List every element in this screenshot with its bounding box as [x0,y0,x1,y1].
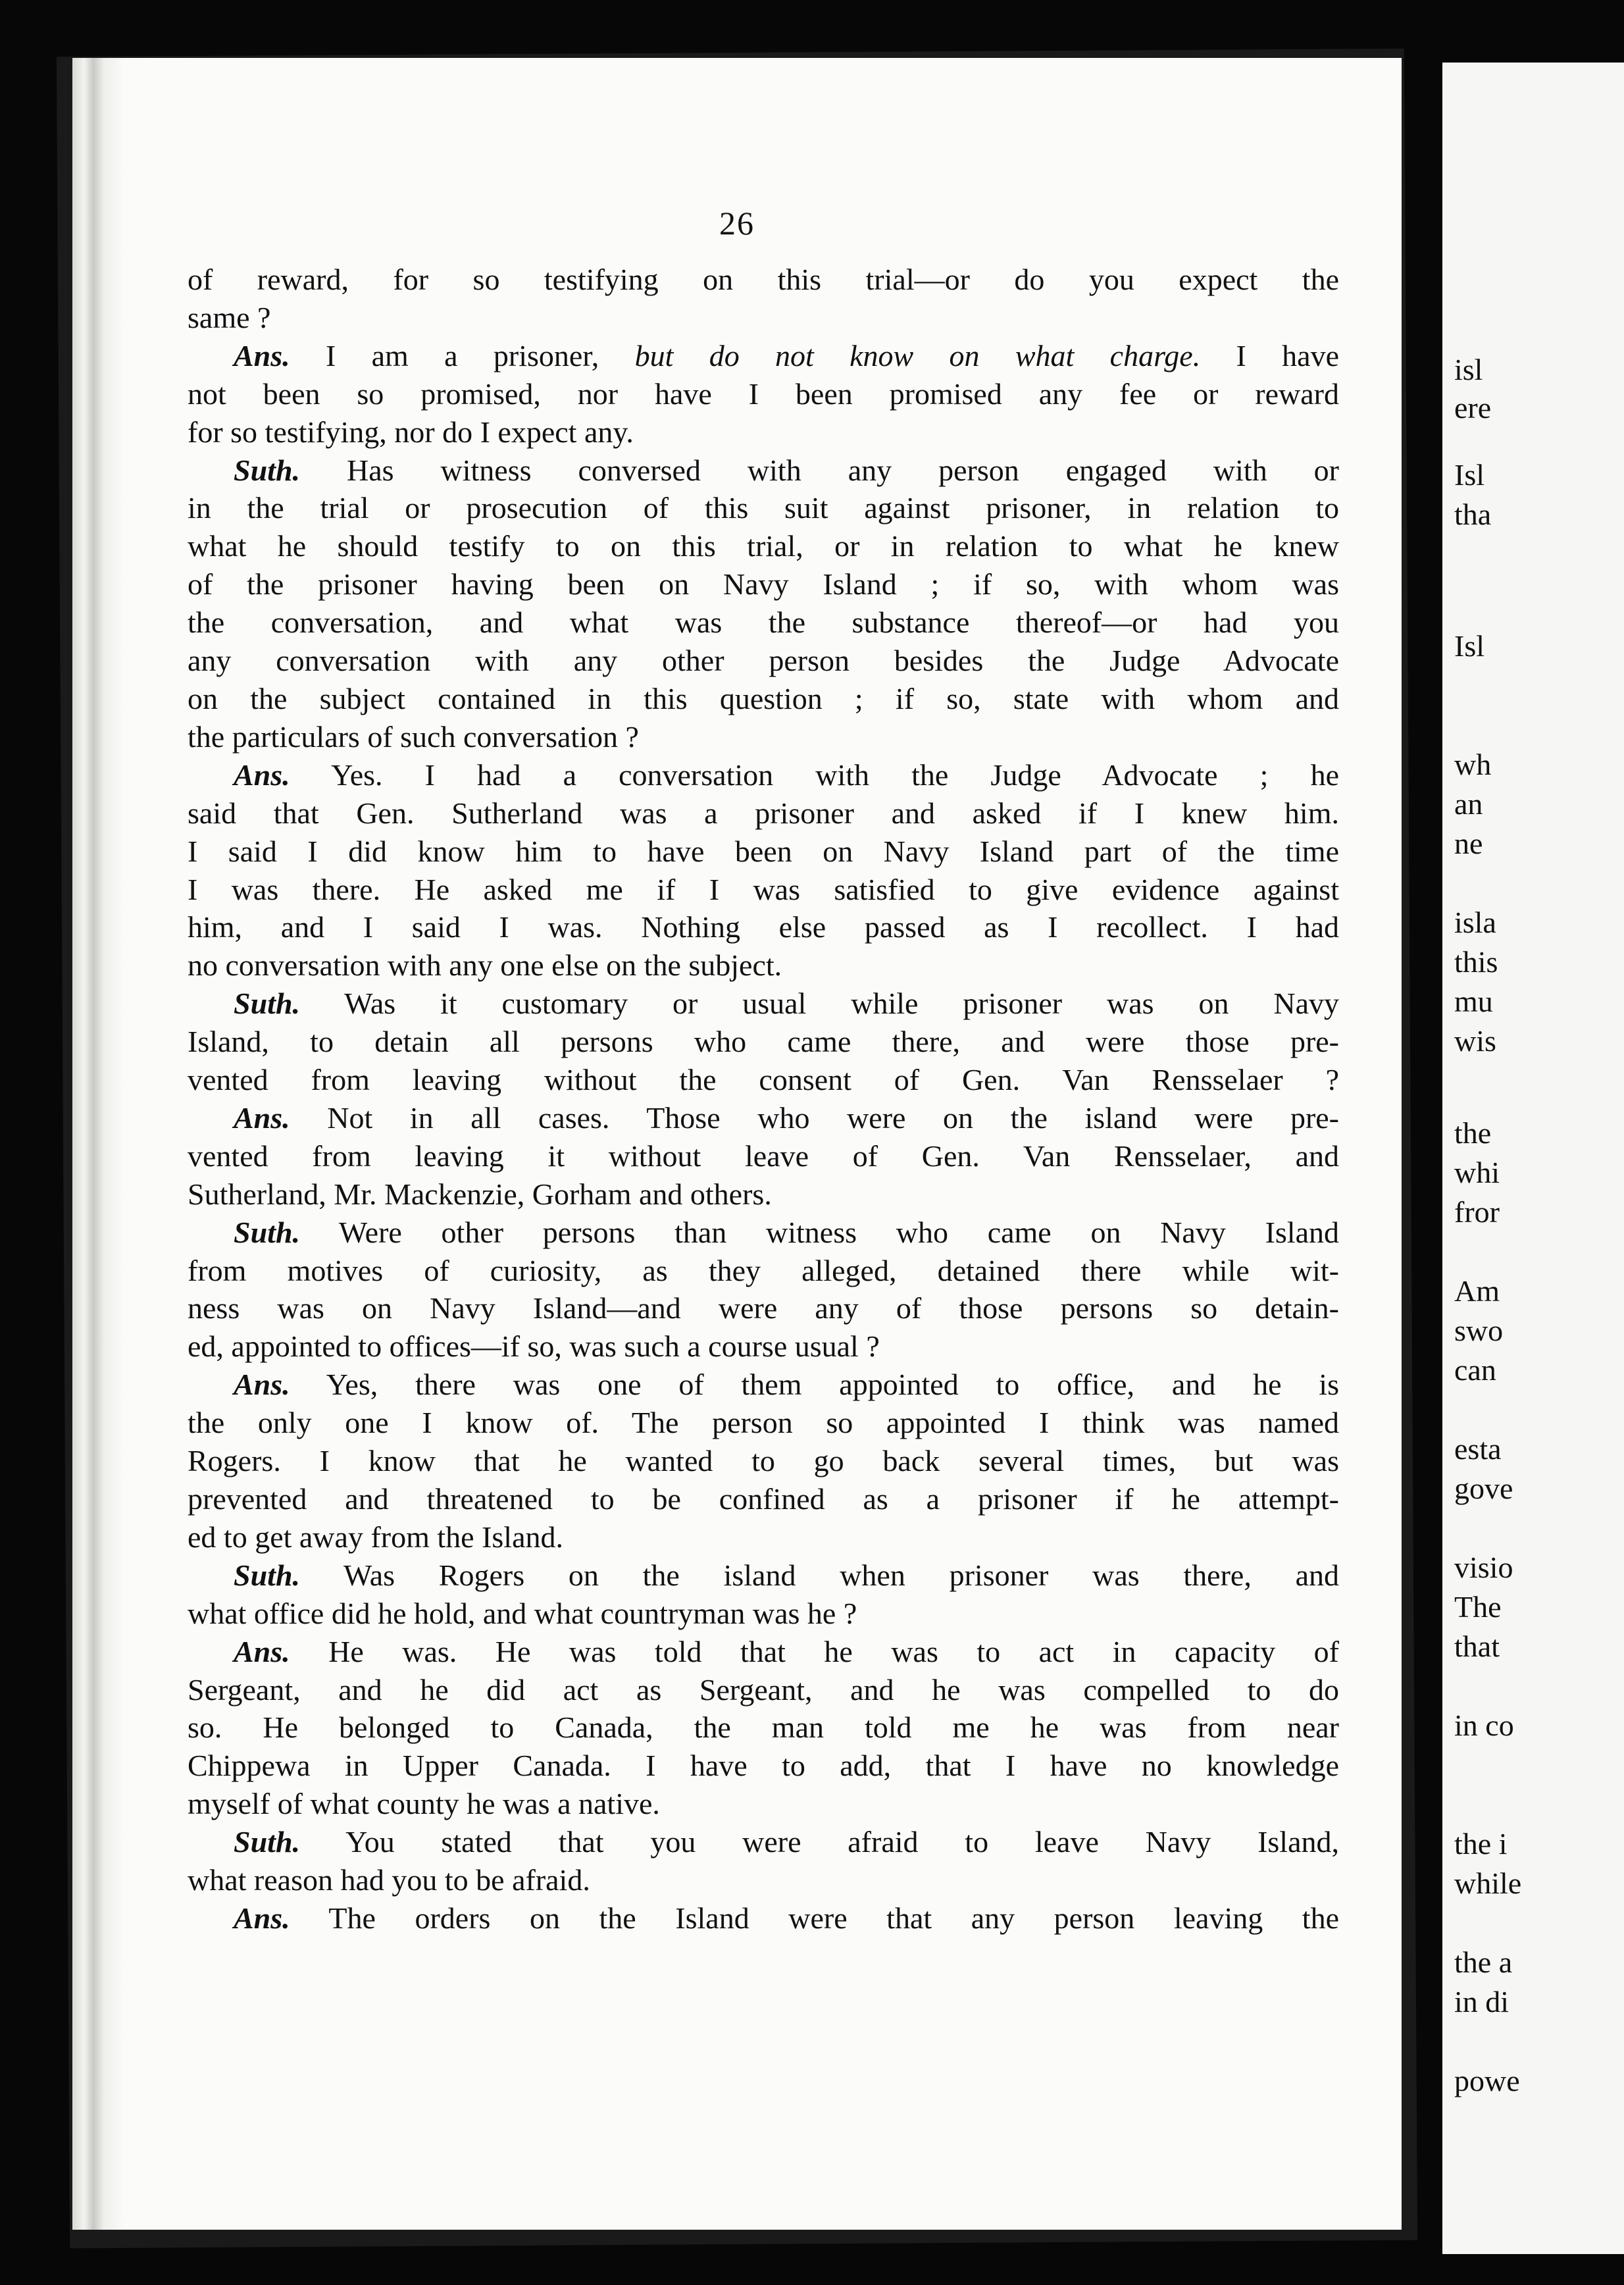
adjacent-page-fragment: ne [1454,827,1483,860]
page-number: 26 [719,205,755,242]
adjacent-page-fragment: the a [1454,1945,1513,1979]
adjacent-page-fragment: Isl [1454,629,1484,663]
speaker-label: Suth. [234,1825,301,1859]
adjacent-page-fragment: gove [1454,1472,1513,1505]
line-text: of the prisoner having been on Navy Island ; if so, with whom was [188,567,1339,602]
adjacent-page-fragment: visio [1454,1551,1513,1584]
body-text [188,261,1339,1938]
line-text: no conversation with any one else on the subject. [188,948,782,983]
adjacent-page-fragment: Am [1454,1274,1500,1308]
text-line [188,1289,1339,1327]
line-text: You stated that you were afraid to leave Navy Island, [300,1825,1339,1859]
adjacent-page-fragment: tha [1454,498,1492,531]
adjacent-page-fragment: wh [1454,748,1492,781]
speaker-label: Ans. [234,1100,290,1135]
line-text: so. He belonged to Canada, the man told me he was from near [188,1710,1339,1745]
text-line [188,871,1339,909]
adjacent-page-fragment: the [1454,1116,1492,1150]
text-line [188,1785,1339,1823]
line-text: Sergeant, and he did act as Sergeant, and he was compelled to do [188,1672,1339,1707]
line-text: not been so promised, nor have I been promised any fee or reward [188,376,1339,411]
text-line [188,1556,1339,1595]
adjacent-page-fragment: that [1454,1630,1500,1663]
text-line [188,1633,1339,1671]
adjacent-page-fragment: whi [1454,1156,1500,1189]
adjacent-page-fragment: fror [1454,1195,1500,1229]
text-line [188,642,1339,680]
text-line [188,261,1339,299]
text-line [188,833,1339,871]
line-text: The orders on the Island were that any person leaving the [290,1901,1339,1935]
text-line [188,1861,1339,1899]
text-line [188,413,1339,451]
text-line [188,1023,1339,1061]
text-line [188,1442,1339,1480]
italic-text: but do not know on what charge. [634,338,1201,372]
text-line [188,1175,1339,1214]
speaker-label: Ans. [234,1368,290,1402]
speaker-label: Ans. [234,1901,290,1935]
line-text: He was. He was told that he was to act in capacity of [290,1634,1339,1668]
line-text: myself of what county he was a native. [188,1787,660,1821]
text-line [188,718,1339,756]
adjacent-page-fragment: esta [1454,1432,1502,1466]
text-line [188,1366,1339,1404]
text-line [188,489,1339,527]
text-line [188,1404,1339,1442]
text-line [188,565,1339,603]
line-text: said that Gen. Sutherland was a prisoner and asked if I knew him. [188,796,1339,830]
line-text: any conversation with any other person besides the Judge Advocate [188,644,1339,678]
text-line [188,794,1339,833]
speaker-label: Suth. [234,453,301,487]
book-page [72,58,1402,2230]
line-text: of reward, for so testifying on this trial—or do you expect the [188,263,1339,296]
line-text: ed, appointed to offices—if so, was such a course usual ? [188,1329,880,1364]
text-line [188,946,1339,985]
text-line [188,756,1339,794]
adjacent-page-fragment: can [1454,1353,1496,1387]
text-line [188,299,1339,337]
line-text: I have [1200,338,1339,372]
adjacent-page-fragment: swo [1454,1314,1504,1347]
line-text: Rogers. I know that he wanted to go back several times, but was [188,1444,1339,1478]
adjacent-page-fragment: in co [1454,1708,1514,1742]
text-line [188,680,1339,718]
line-text: Sutherland, Mr. Mackenzie, Gorham and others. [188,1177,772,1211]
line-text: vented from leaving without the consent of Gen. Van Rensselaer ? [188,1063,1339,1097]
line-text: Not in all cases. Those who were on the island were pre- [290,1100,1339,1135]
line-text: Was it customary or usual while prisoner was on Navy [300,987,1339,1021]
text-line [188,1480,1339,1518]
text-line [188,1823,1339,1861]
adjacent-page-fragment: this [1454,945,1498,979]
adjacent-page-fragment: the i [1454,1827,1508,1861]
line-text: what reason had you to be afraid. [188,1863,590,1897]
line-text: vented from leaving it without leave of Gen. Van Rensselaer, and [188,1139,1339,1173]
adjacent-page-fragment: isl [1454,353,1483,386]
text-line [188,1137,1339,1175]
text-line [188,375,1339,413]
adjacent-page-fragment: isla [1454,906,1496,939]
line-text: prevented and threatened to be confined as a prisoner if he attempt- [188,1482,1339,1516]
line-text: same ? [188,300,271,334]
line-text: Yes. I had a conversation with the Judge Advocate ; he [290,757,1339,792]
adjacent-page-fragment: while [1454,1866,1522,1900]
line-text: on the subject contained in this question ; if so, state with whom and [188,681,1339,715]
line-text: what office did he hold, and what countryman was he ? [188,1596,857,1630]
line-text: Chippewa in Upper Canada. I have to add, that I have no knowledge [188,1749,1339,1783]
adjacent-page-fragment: in di [1454,1985,1510,2018]
speaker-label: Suth. [234,987,301,1021]
line-text: I am a prisoner, [290,338,635,372]
line-text: I was there. He asked me if I was satisfied to give evidence against [188,872,1339,906]
line-text: the particulars of such conversation ? [188,719,639,754]
adjacent-page-edge [1442,63,1624,2254]
speaker-label: Suth. [234,1215,301,1249]
line-text: ed to get away from the Island. [188,1520,563,1554]
adjacent-page-fragment: wis [1454,1024,1496,1058]
adjacent-page-fragment: powe [1454,2064,1520,2097]
text-line [188,1708,1339,1747]
line-text: ness was on Navy Island—and were any of those persons so detain- [188,1291,1339,1325]
line-text: from motives of curiosity, as they alleged, detained there while wit- [188,1253,1339,1287]
speaker-label: Suth. [234,1558,301,1592]
text-line [188,603,1339,642]
speaker-label: Ans. [234,757,290,792]
line-text: I said I did know him to have been on Navy Island part of the time [188,834,1339,868]
line-text: Island, to detain all persons who came there, and were those pre- [188,1025,1339,1059]
text-line [188,1214,1339,1252]
text-line [188,451,1339,490]
text-line [188,1099,1339,1137]
text-line [188,1899,1339,1938]
line-text: the only one I know of. The person so appointed I think was named [188,1406,1339,1440]
speaker-label: Ans. [234,338,290,372]
line-text: in the trial or prosecution of this suit against prisoner, in relation to [188,491,1339,525]
adjacent-page-fragment: Isl [1454,458,1484,492]
line-text: for so testifying, nor do I expect any. [188,415,634,449]
text-line [188,527,1339,565]
text-line [188,1327,1339,1366]
speaker-label: Ans. [234,1634,290,1668]
line-text: what he should testify to on this trial, or in relation to what he knew [188,529,1339,563]
text-line [188,1518,1339,1556]
adjacent-page-fragment: mu [1454,985,1493,1018]
adjacent-page-fragment: ere [1454,391,1492,424]
adjacent-page-fragment: an [1454,787,1483,821]
line-text: him, and I said I was. Nothing else passed as I recollect. I had [188,910,1339,944]
line-text: Has witness conversed with any person engaged with or [300,453,1339,487]
text-line [188,1747,1339,1785]
text-line [188,985,1339,1023]
line-text: Yes, there was one of them appointed to office, and he is [290,1368,1339,1402]
page-gutter [72,58,125,2230]
text-line [188,1595,1339,1633]
text-line [188,908,1339,946]
adjacent-page-fragment: The [1454,1590,1502,1624]
text-line [188,337,1339,375]
line-text: the conversation, and what was the substance thereof—or had you [188,605,1339,640]
text-line [188,1252,1339,1290]
line-text: Were other persons than witness who came on Navy Island [300,1215,1339,1249]
text-line [188,1671,1339,1709]
text-line [188,1061,1339,1099]
line-text: Was Rogers on the island when prisoner was there, and [300,1558,1339,1592]
